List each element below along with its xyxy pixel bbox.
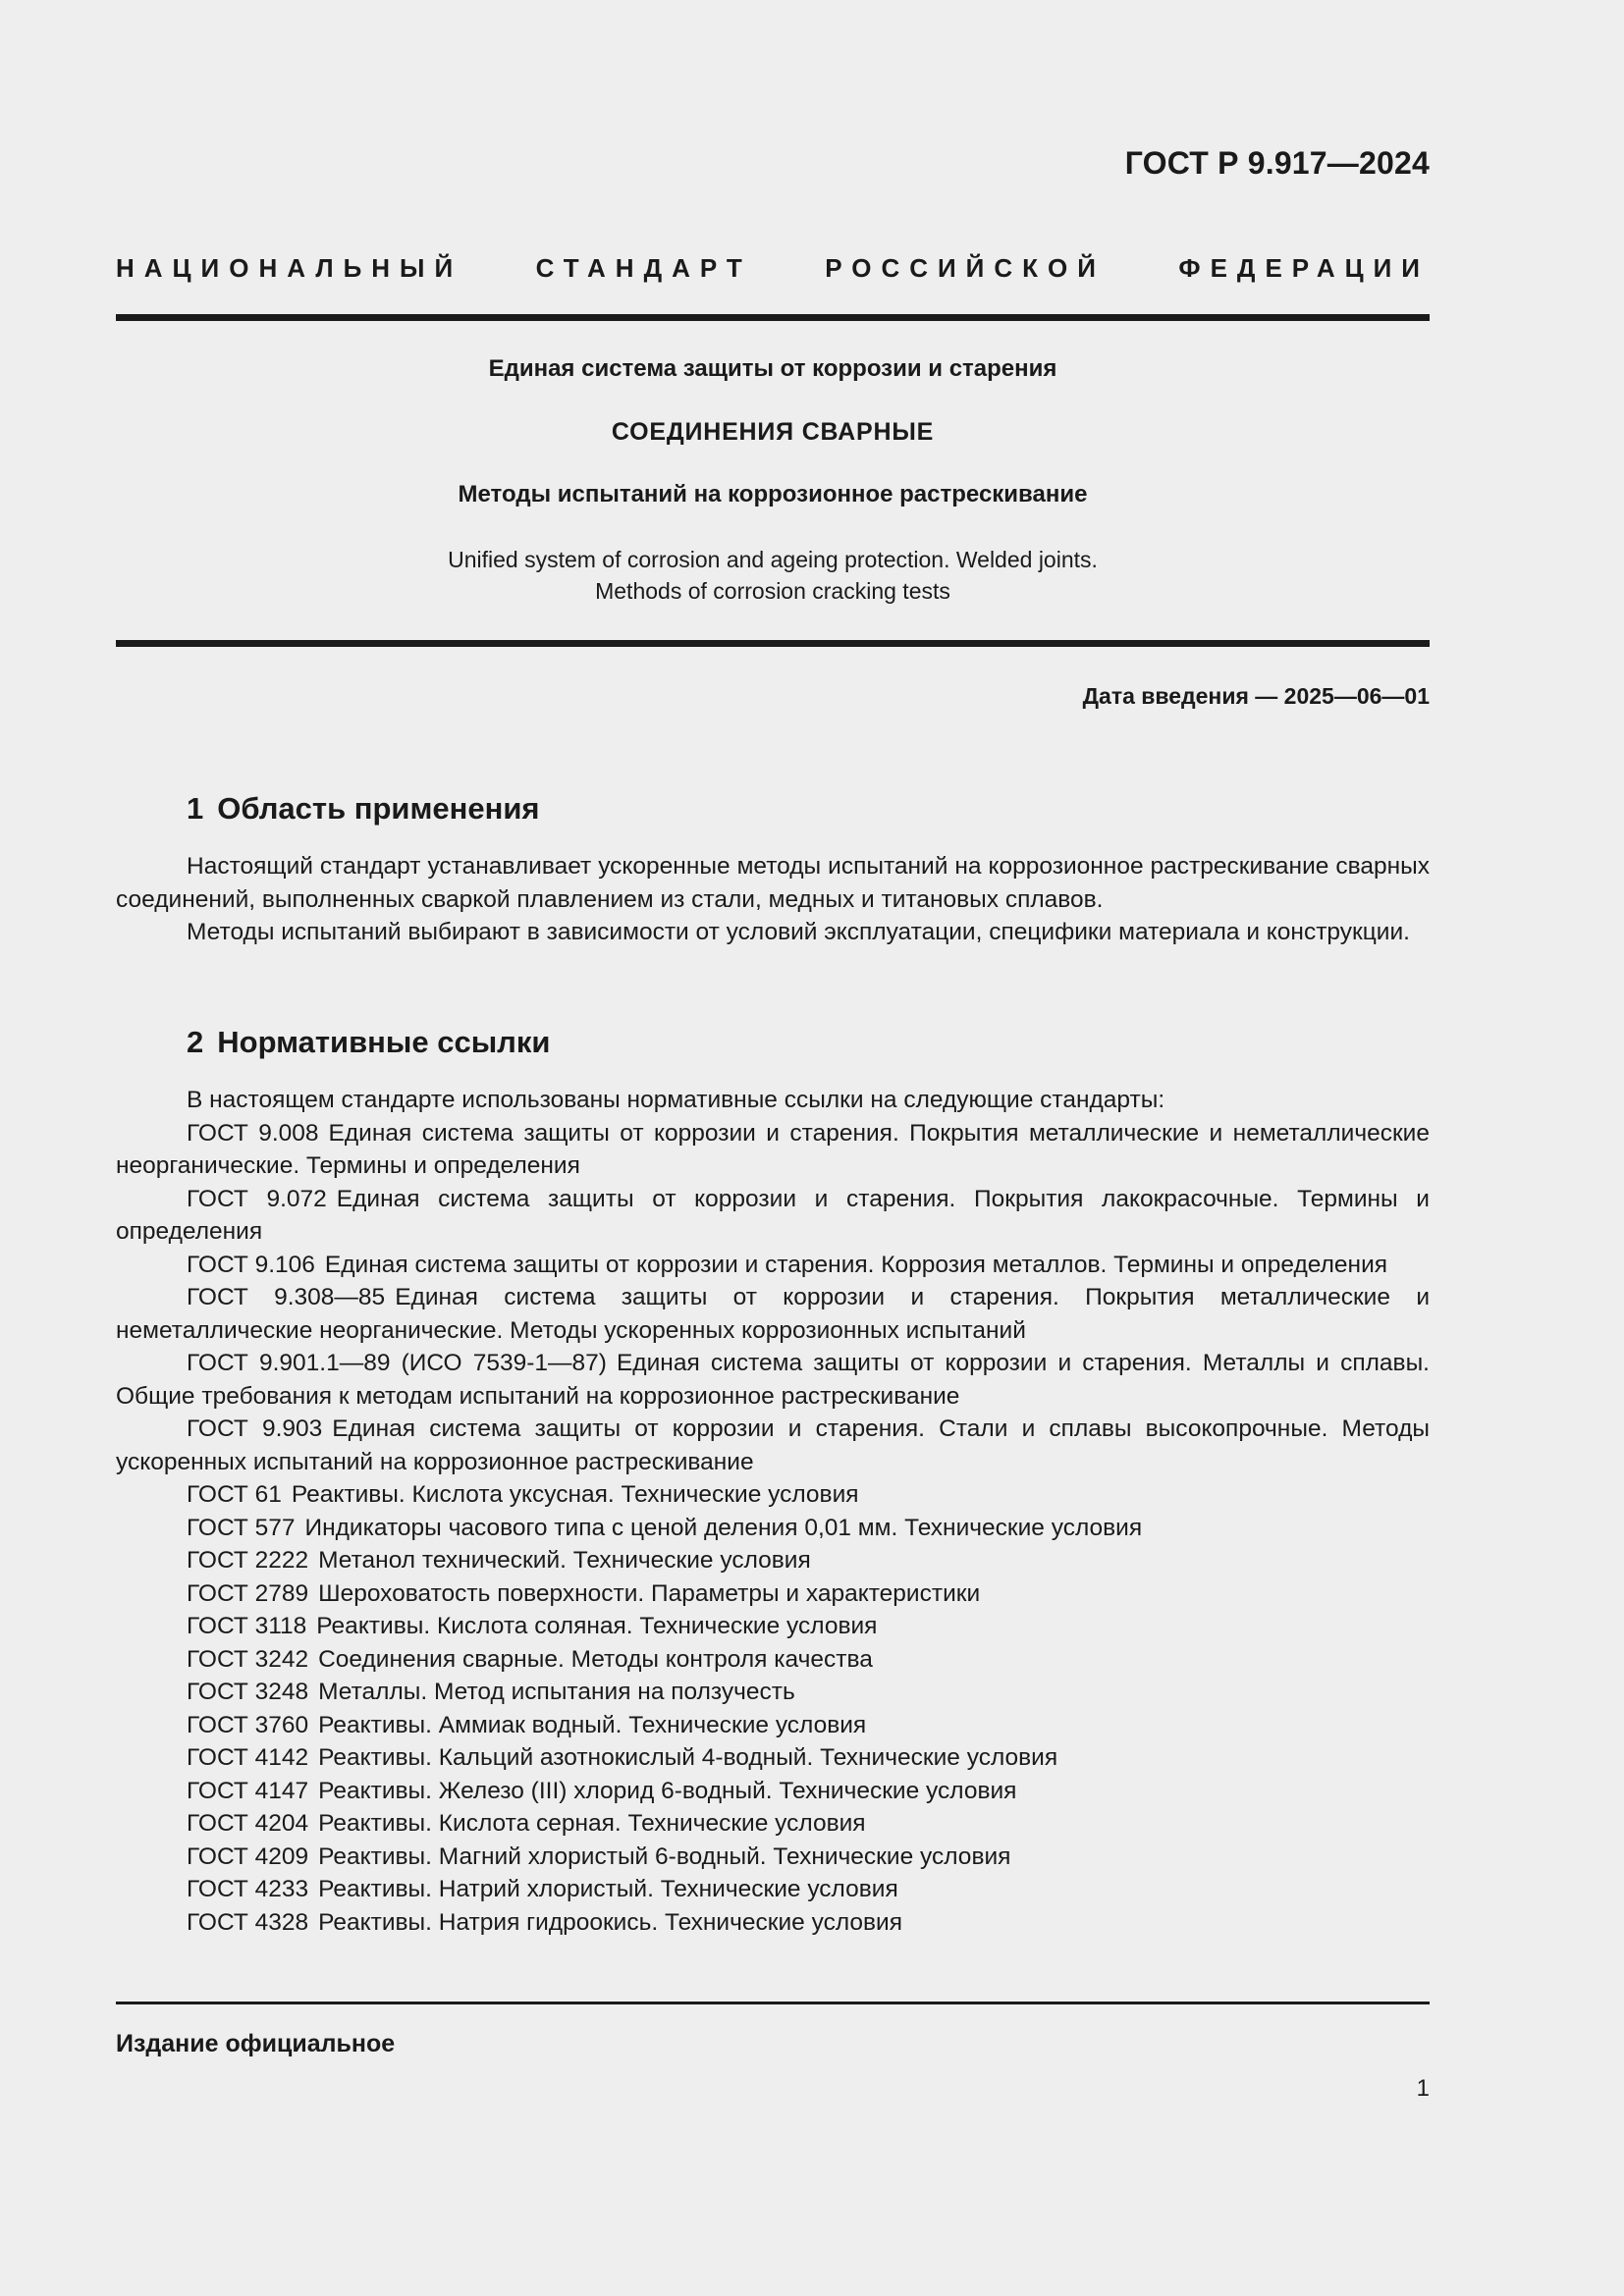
- reference-title: Единая система защиты от коррозии и старения. Покрытия металлические и неметаллические неорганические. Методы ускоренных коррозионных испытаний: [116, 1284, 1430, 1344]
- reference-code: ГОСТ 9.901.1—89 (ИСО 7539-1—87): [187, 1350, 607, 1376]
- reference-code: ГОСТ 9.106: [187, 1251, 315, 1278]
- section-1-heading: [187, 791, 540, 827]
- national-standard-title: НАЦИОНАЛЬНЫЙ СТАНДАРТ РОССИЙСКОЙ ФЕДЕРАЦИИ: [116, 253, 1430, 283]
- reference-title: Метанол технический. Технические условия: [318, 1547, 811, 1574]
- reference-title: Реактивы. Магний хлористый 6-водный. Технические условия: [318, 1842, 1011, 1870]
- reference-title: Единая система защиты от коррозии и старения. Покрытия лакокрасочные. Термины и определения: [116, 1185, 1430, 1245]
- reference-item: [116, 1775, 1430, 1808]
- reference-item: [116, 1709, 1430, 1742]
- section-1-paragraph: Методы испытаний выбирают в зависимости от условий эксплуатации, специфики материала и конструкции.: [187, 919, 1410, 945]
- reference-title: Единая система защиты от коррозии и старения. Стали и сплавы высокопрочные. Методы ускоренных испытаний на коррозионное растрескивание: [116, 1415, 1430, 1475]
- section-1-paragraph: Настоящий стандарт устанавливает ускоренные методы испытаний на коррозионное растрескивание сварных соединений, выполненных сваркой плавлением из стали, медных и титановых сплавов.: [116, 853, 1430, 913]
- reference-item: [116, 1281, 1430, 1347]
- official-edition-label: Издание официальное: [116, 2030, 396, 2057]
- reference-item: [116, 1249, 1430, 1282]
- reference-item: [116, 1512, 1430, 1545]
- reference-title: Единая система защиты от коррозии и старения. Металлы и сплавы. Общие требования к методам испытаний на коррозионное растрескивание: [116, 1350, 1430, 1410]
- reference-title: Реактивы. Кальций азотнокислый 4-водный. Технические условия: [318, 1744, 1058, 1771]
- reference-item: [116, 1741, 1430, 1775]
- reference-title: Реактивы. Железо (III) хлорид 6-водный. Технические условия: [318, 1777, 1017, 1804]
- reference-title: Реактивы. Натрия гидроокись. Технические условия: [318, 1908, 902, 1936]
- reference-title: Единая система защиты от коррозии и старения. Коррозия металлов. Термины и определения: [324, 1251, 1388, 1278]
- footer-divider: [116, 2002, 1430, 2004]
- reference-code: ГОСТ 3118: [187, 1613, 307, 1639]
- title-divider: [116, 640, 1430, 647]
- introduction-date: Дата введения — 2025—06—01: [1082, 683, 1430, 709]
- reference-title: Реактивы. Натрий хлористый. Технические условия: [318, 1876, 898, 1902]
- reference-code: ГОСТ 4328: [187, 1908, 309, 1936]
- reference-code: ГОСТ 3760: [187, 1711, 309, 1738]
- reference-item: [116, 1478, 1430, 1512]
- section-2-number: 2: [187, 1025, 204, 1059]
- english-title-line-1: Unified system of corrosion and ageing protection. Welded joints.: [448, 547, 1098, 572]
- reference-code: ГОСТ 3248: [187, 1679, 309, 1705]
- reference-title: Реактивы. Кислота уксусная. Технические условия: [291, 1481, 859, 1508]
- reference-item: [116, 1413, 1430, 1478]
- reference-item: [116, 1906, 1430, 1940]
- reference-code: ГОСТ 61: [187, 1481, 282, 1508]
- reference-title: Соединения сварные. Методы контроля качества: [318, 1645, 873, 1673]
- reference-title: Индикаторы часового типа с ценой деления 0,01 мм. Технические условия: [304, 1514, 1143, 1541]
- reference-code: ГОСТ 4142: [187, 1744, 309, 1771]
- reference-item: [116, 1117, 1430, 1183]
- reference-title: Металлы. Метод испытания на ползучесть: [318, 1679, 795, 1705]
- reference-code: ГОСТ 2789: [187, 1579, 309, 1607]
- reference-title: Единая система защиты от коррозии и старения. Покрытия металлические и неметаллические неорганические. Термины и определения: [116, 1119, 1430, 1179]
- reference-code: ГОСТ 9.308—85: [187, 1284, 386, 1310]
- section-1-title: Область применения: [217, 791, 540, 826]
- reference-code: ГОСТ 9.072: [187, 1185, 327, 1212]
- reference-code: ГОСТ 4233: [187, 1876, 309, 1902]
- sub-title: Методы испытаний на коррозионное растрескивание: [458, 481, 1088, 507]
- section-2-heading: [187, 1025, 550, 1060]
- reference-item: [116, 1544, 1430, 1577]
- document-page: [116, 0, 1430, 2296]
- reference-item: [116, 1643, 1430, 1677]
- reference-item: [116, 1610, 1430, 1643]
- reference-title: Реактивы. Аммиак водный. Технические условия: [318, 1711, 867, 1738]
- document-number: ГОСТ Р 9.917—2024: [1124, 145, 1430, 181]
- reference-title: Шероховатость поверхности. Параметры и характеристики: [318, 1579, 981, 1607]
- reference-item: [116, 1807, 1430, 1841]
- reference-code: ГОСТ 2222: [187, 1547, 309, 1574]
- reference-item: [116, 1577, 1430, 1611]
- reference-code: ГОСТ 3242: [187, 1645, 309, 1673]
- english-title-line-2: Methods of corrosion cracking tests: [595, 578, 950, 604]
- reference-code: ГОСТ 4204: [187, 1810, 309, 1837]
- reference-title: Реактивы. Кислота серная. Технические условия: [318, 1810, 866, 1837]
- reference-intro: В настоящем стандарте использованы нормативные ссылки на следующие стандарты:: [187, 1087, 1165, 1113]
- section-1-number: 1: [187, 791, 204, 826]
- reference-item: [116, 1183, 1430, 1249]
- section-1-body: [116, 850, 1430, 949]
- reference-code: ГОСТ 4209: [187, 1842, 309, 1870]
- reference-code: ГОСТ 4147: [187, 1777, 309, 1804]
- main-title: СОЕДИНЕНИЯ СВАРНЫЕ: [611, 418, 935, 446]
- english-title: [116, 544, 1430, 607]
- header-divider: [116, 314, 1430, 321]
- reference-title: Реактивы. Кислота соляная. Технические условия: [316, 1613, 878, 1639]
- reference-code: ГОСТ 577: [187, 1514, 296, 1541]
- section-2-title: Нормативные ссылки: [217, 1025, 551, 1059]
- reference-item: [116, 1873, 1430, 1906]
- reference-code: ГОСТ 9.903: [187, 1415, 323, 1442]
- page-number: 1: [1416, 2075, 1430, 2102]
- reference-item: [116, 1347, 1430, 1413]
- reference-code: ГОСТ 9.008: [187, 1119, 319, 1147]
- reference-item: [116, 1841, 1430, 1874]
- system-title: Единая система защиты от коррозии и старения: [488, 355, 1057, 382]
- reference-list: [116, 1084, 1430, 1939]
- reference-item: [116, 1676, 1430, 1709]
